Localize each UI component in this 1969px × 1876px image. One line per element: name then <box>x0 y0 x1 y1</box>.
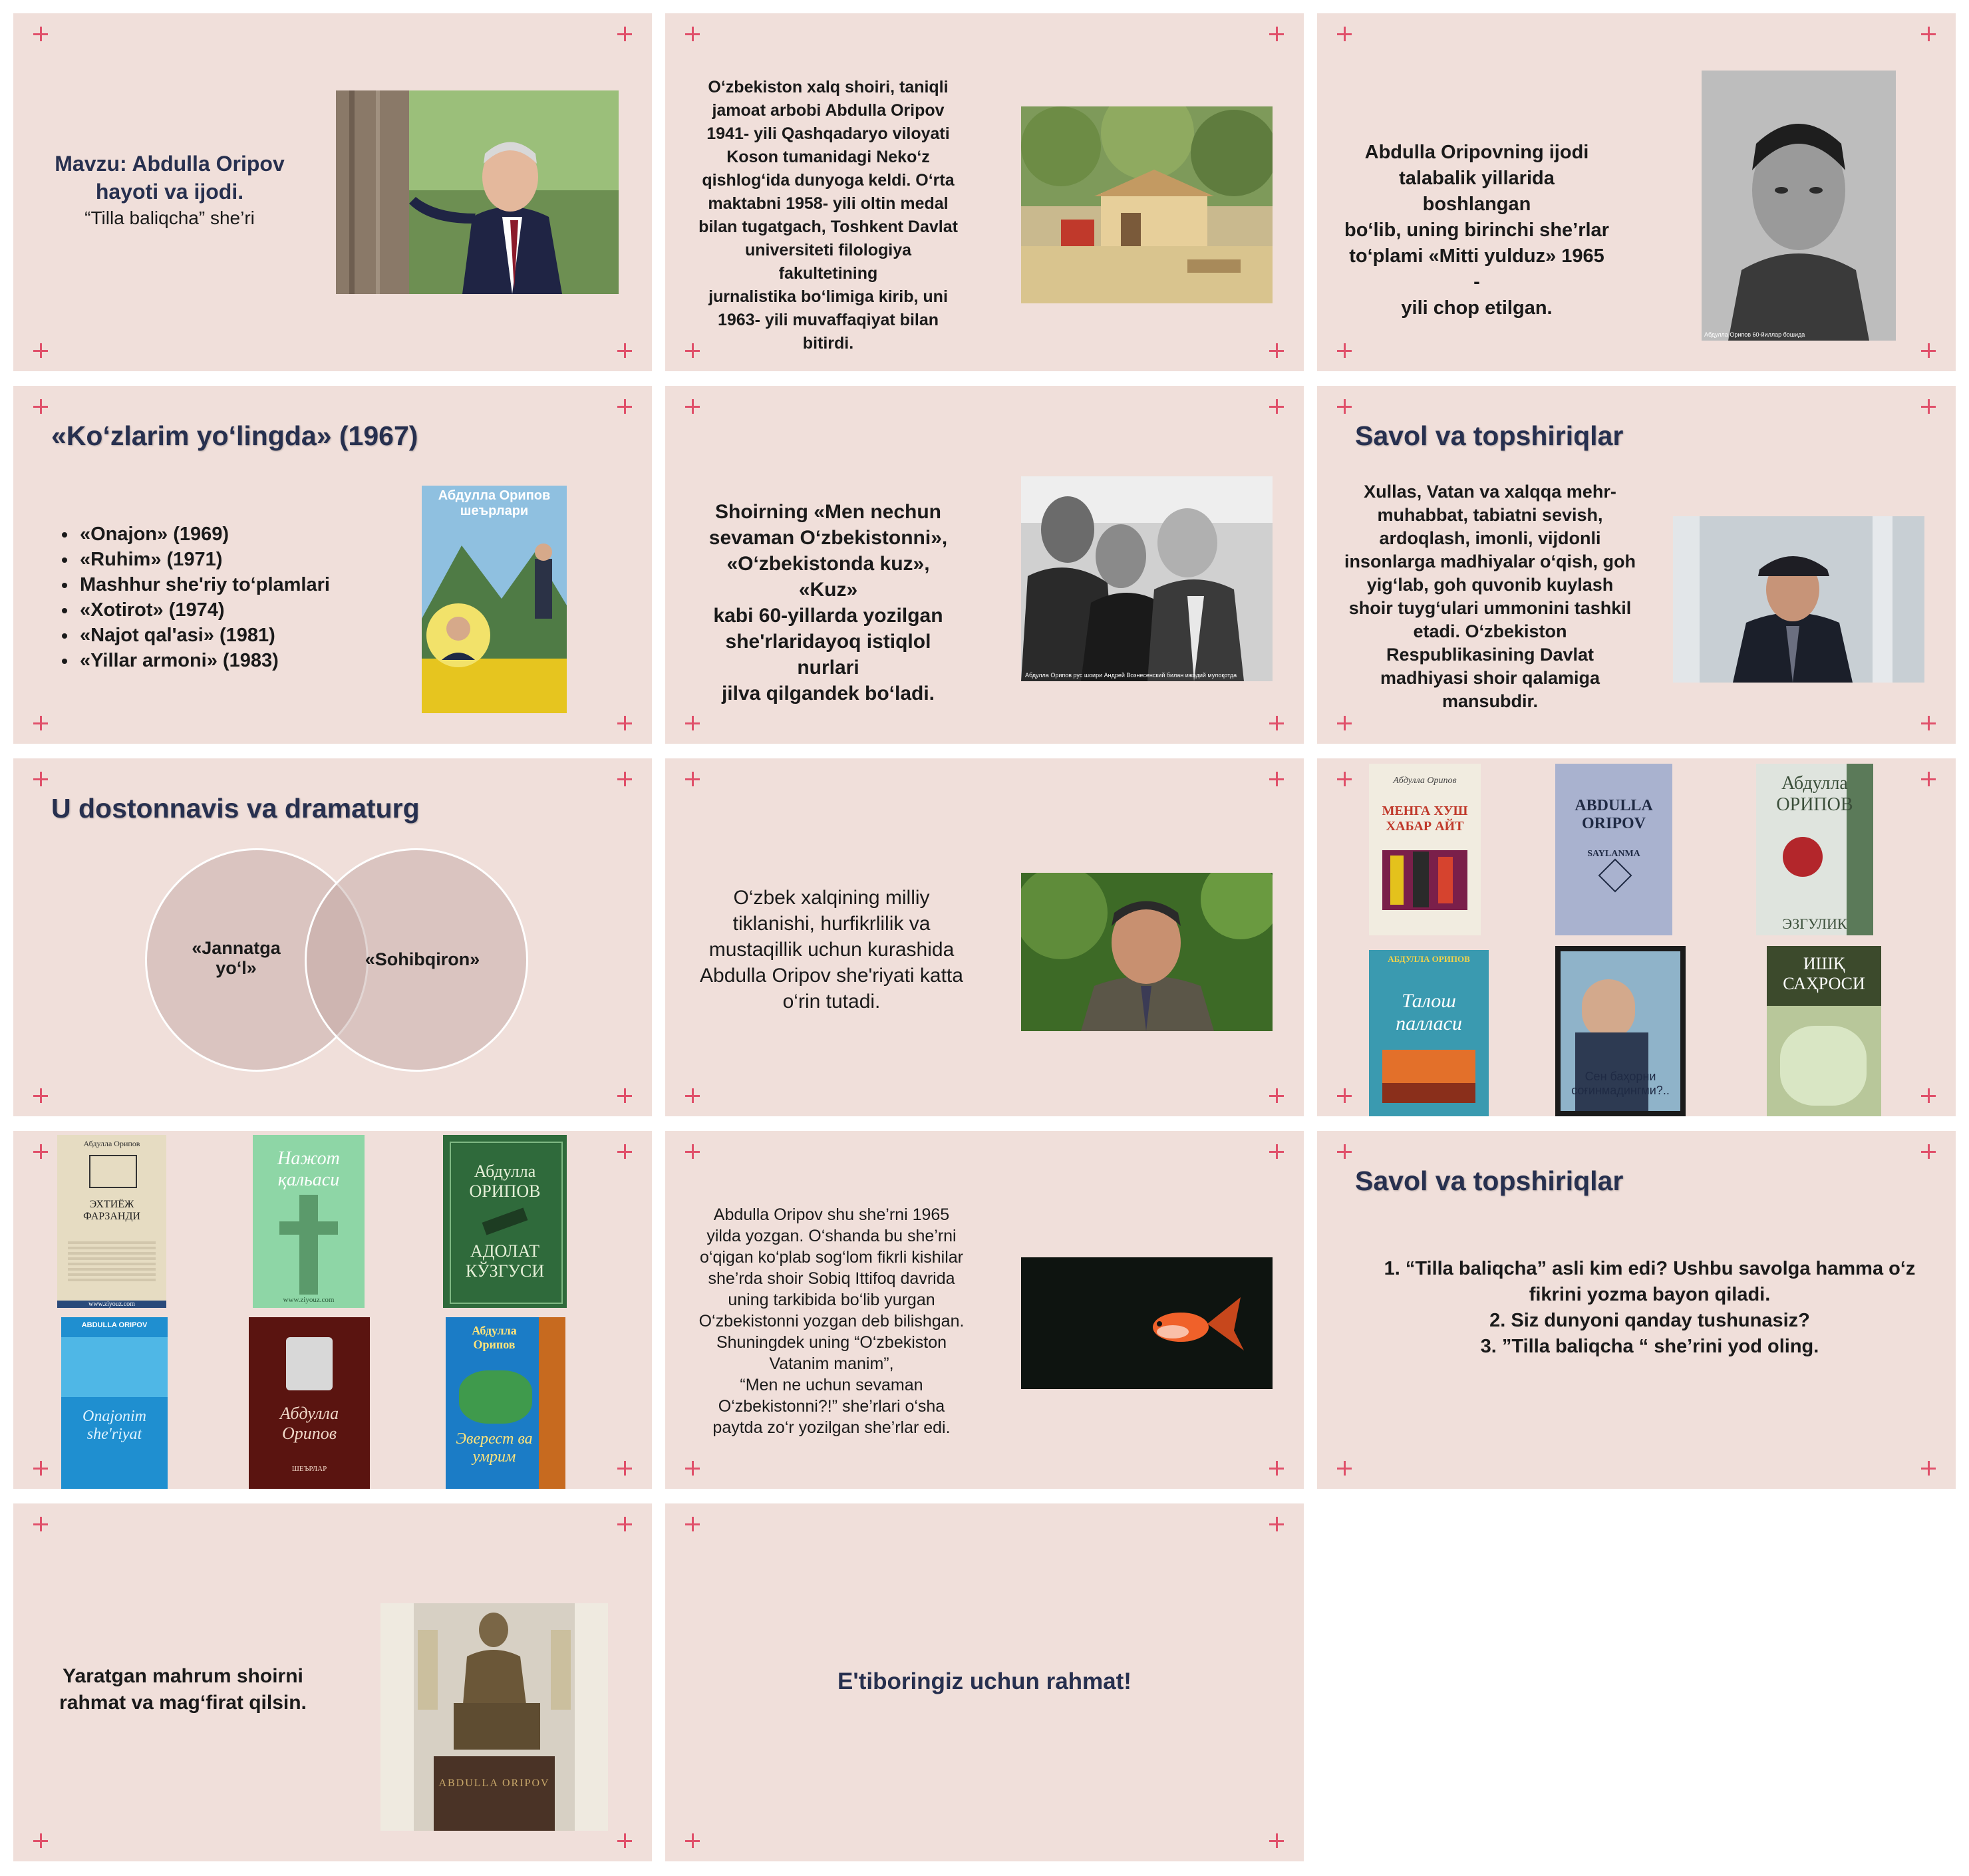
plus-icon <box>685 399 700 414</box>
plus-icon <box>1337 772 1352 786</box>
slide-13[interactable] <box>13 1503 652 1861</box>
works-list <box>53 522 330 673</box>
book-cover: ABDULLA ORIPOV SAYLANMA <box>1555 764 1672 935</box>
book-cover: Сен баҳорни соғинмадингми?.. <box>1555 946 1686 1116</box>
slide-1[interactable] <box>13 13 652 371</box>
slide-heading: «Ko‘zlarim yo‘lingda» (1967) <box>51 420 418 451</box>
plus-icon <box>617 27 632 41</box>
plus-icon <box>1337 1144 1352 1159</box>
plus-icon <box>617 1461 632 1476</box>
plus-icon <box>33 1088 48 1103</box>
poems-text: Shoirning «Men nechun sevaman O‘zbekistonni», «O‘zbekistonda kuz», «Kuz» kabi 60-yillarda yozilgan she'rlaridayoq istiqlol nurlari jilva qilgandek bo‘ladi. <box>708 501 948 704</box>
plus-icon <box>1269 716 1284 730</box>
plus-icon <box>1921 1461 1936 1476</box>
slide-10[interactable] <box>13 1131 652 1489</box>
village-painting <box>1021 106 1273 303</box>
plus-icon <box>1269 1461 1284 1476</box>
plus-icon <box>685 1144 700 1159</box>
plus-icon <box>33 27 48 41</box>
slide-3[interactable] <box>1317 13 1956 371</box>
early-career-text: Abdulla Oripovning ijodi talabalik yillarida boshlangan bo‘lib, uning birinchi she’rlar to‘plami «Mitti yulduz» 1965 - yili chop etilgan. <box>1344 142 1609 319</box>
task-item: 1. “Tilla baliqcha” asli kim edi? Ushbu savolga hamma o‘z <box>1384 1258 1916 1279</box>
plus-icon <box>617 1517 632 1531</box>
book-cover: Абдулла Орипов МЕНГА ХУШ ХАБАР АЙТ <box>1369 764 1481 935</box>
slide-12[interactable] <box>1317 1131 1956 1489</box>
plus-icon <box>1337 399 1352 414</box>
plus-icon <box>33 1461 48 1476</box>
task-item: fikrini yozma bayon qiladi. <box>1529 1284 1771 1305</box>
legacy-text: O‘zbek xalqining milliy tiklanishi, hurfikrlilik va mustaqillik uchun kurashida Abdulla Oripov she'riyati katta o‘rin tutadi. <box>700 887 963 1013</box>
book-cover: Нажот қальаси www.ziyouz.com <box>253 1135 365 1308</box>
task-item: 3. ”Tilla baliqcha “ she’rini yod oling. <box>1480 1336 1819 1357</box>
plus-icon <box>33 772 48 786</box>
plus-icon <box>1921 399 1936 414</box>
poem-title: “Tilla baliqcha” she’ri <box>84 208 255 228</box>
plus-icon <box>1921 772 1936 786</box>
plus-icon <box>33 1833 48 1848</box>
slide-8[interactable] <box>665 758 1304 1116</box>
book-cover: Абдулла Орипов ШЕЪРЛАР <box>249 1317 370 1489</box>
plus-icon <box>617 1144 632 1159</box>
plus-icon <box>685 716 700 730</box>
slide-11[interactable] <box>665 1131 1304 1489</box>
goldfish-photo <box>1021 1257 1273 1389</box>
plus-icon <box>1269 1144 1284 1159</box>
plus-icon <box>1921 1088 1936 1103</box>
list-item: • «Najot qal'asi» (1981) <box>77 623 330 648</box>
monument-plaque: ABDULLA ORIPOV <box>438 1778 550 1789</box>
slide-subtitle: hayoti va ijodi. <box>95 180 244 204</box>
plus-icon <box>617 716 632 730</box>
tasks-list <box>1370 1256 1929 1360</box>
slide-2[interactable] <box>665 13 1304 371</box>
plus-icon <box>617 399 632 414</box>
slide-9[interactable] <box>1317 758 1956 1116</box>
plus-icon <box>1269 399 1284 414</box>
plus-icon <box>685 1461 700 1476</box>
plus-icon <box>33 343 48 358</box>
venn-label-left: «Jannatga yo‘l» <box>192 938 281 978</box>
book-cover: Абдулла Орипов Эверест ва умрим <box>446 1317 565 1489</box>
list-item: • «Ruhim» (1971) <box>77 547 330 572</box>
book-cover: ИШҚ САҲРОСИ <box>1767 946 1881 1116</box>
portrait-photo <box>336 90 619 294</box>
thank-you-text: E'tiboringiz uchun rahmat! <box>837 1668 1132 1694</box>
plus-icon <box>1269 772 1284 786</box>
slide-7[interactable] <box>13 758 652 1116</box>
list-item: • «Yillar armoni» (1983) <box>77 648 330 673</box>
plus-icon <box>617 772 632 786</box>
list-item: • «Xotirot» (1974) <box>77 597 330 623</box>
plus-icon <box>1921 343 1936 358</box>
list-item: • Mashhur she'riy to‘plamlari <box>77 572 330 597</box>
plus-icon <box>33 399 48 414</box>
plus-icon <box>685 772 700 786</box>
plus-icon <box>685 343 700 358</box>
plus-icon <box>1337 1461 1352 1476</box>
book-cover: ABDULLA ORIPOV Onajonim she'riyat <box>61 1317 168 1489</box>
portrait-photo <box>1673 516 1924 683</box>
biography-text: O‘zbekiston xalq shoiri, taniqli jamoat arbobi Abdulla Oripov 1941- yili Qashqadaryo viloyati Koson tumanidagi Neko‘z qishlog‘ida dunyoga keldi. O‘rta maktabni 1958- yili oltin medal bilan tugatgach, Toshkent Davlat universiteti filologiya fakultetining jurnalistika bo‘limiga kirib, uni 1963- yili muvaffaqiyat bilan bitirdi. <box>698 78 958 353</box>
plus-icon <box>1269 1833 1284 1848</box>
venn-label-right: «Sohibqiron» <box>365 949 480 969</box>
plus-icon <box>1269 1517 1284 1531</box>
list-item: • «Onajon» (1969) <box>77 522 330 547</box>
plus-icon <box>1337 716 1352 730</box>
plus-icon <box>1921 1144 1936 1159</box>
plus-icon <box>1921 716 1936 730</box>
plus-icon <box>33 1144 48 1159</box>
plus-icon <box>685 1833 700 1848</box>
slide-title: Mavzu: Abdulla Oripov <box>55 152 285 176</box>
book-cover <box>422 486 567 713</box>
plus-icon <box>1269 343 1284 358</box>
plus-icon <box>685 1517 700 1531</box>
plus-icon <box>33 716 48 730</box>
plus-icon <box>1337 27 1352 41</box>
photo-caption: Абдулла Орипов 60-йиллар бошида <box>1704 331 1805 338</box>
slide-14[interactable] <box>665 1503 1304 1861</box>
slide-heading: Savol va topshiriqlar <box>1355 420 1624 451</box>
book-cover: Абдулла ОРИПОВ АДОЛАТ КЎЗГУСИ <box>443 1135 567 1308</box>
plus-icon <box>685 27 700 41</box>
book-title: Абдулла Орипов шеърлари <box>438 488 551 518</box>
plus-icon <box>617 343 632 358</box>
photo-caption: Абдулла Орипов рус шоири Андрей Вознесенский билан ижодий мулоқотда <box>1025 672 1237 679</box>
plus-icon <box>617 1088 632 1103</box>
plus-icon <box>617 1833 632 1848</box>
task-item: 2. Siz dunyoni qanday tushunasiz? <box>1489 1310 1810 1331</box>
slide-heading: Savol va topshiriqlar <box>1355 1166 1624 1196</box>
plus-icon <box>1337 343 1352 358</box>
plus-icon <box>1337 1088 1352 1103</box>
portrait-photo <box>1021 873 1273 1031</box>
plus-icon <box>33 1517 48 1531</box>
book-cover: Абдулла Орипов ЭХТИЁЖ ФАРЗАНДИ www.ziyouz.com <box>57 1135 166 1308</box>
book-cover: АБДУЛЛА ОРИПОВ Талош палласи <box>1369 950 1489 1116</box>
farewell-text: Yaratgan mahrum shoirni rahmat va mag‘firat qilsin. <box>59 1665 307 1714</box>
monument-photo <box>380 1603 608 1831</box>
plus-icon <box>1269 27 1284 41</box>
plus-icon <box>1921 27 1936 41</box>
slide-4[interactable] <box>13 386 652 744</box>
historic-photo <box>1021 476 1273 681</box>
plus-icon <box>685 1088 700 1103</box>
slide-6[interactable] <box>1317 386 1956 744</box>
book-cover: Абдулла ОРИПОВ ЭЗГУЛИК <box>1756 764 1873 935</box>
slide-5[interactable] <box>665 386 1304 744</box>
poem-history-text: Abdulla Oripov shu she’rni 1965 yilda yozgan. O‘shanda bu she’rni o‘qigan ko‘plab sog‘lom fikrli kishilar she’rda shoir Sobiq Ittifoq davrida uning tarkibida bo‘lib yurgan O‘zbekistonni yozgan deb bilishgan. Shuningdek uning “O‘zbekiston Vatanim manim”, “Men ne uchun sevaman O‘zbekistonni?!” she’rlari o‘sha paytda zo‘r yozilgan she’rlar edi. <box>698 1205 965 1437</box>
slide-heading: U dostonnavis va dramaturg <box>51 793 420 824</box>
young-portrait-photo <box>1702 71 1896 341</box>
plus-icon <box>1269 1088 1284 1103</box>
summary-text: Xullas, Vatan va xalqqa mehr- muhabbat, tabiatni sevish, ardoqlash, imonli, vijdonli insonlarga madhiyalar o‘qish, goh yig‘lab, goh quvonib kuylash shoir tuyg‘ulari ummonini tashkil etadi. O‘zbekiston Respublikasining Davlat madhiyasi shoir qalamiga mansubdir. <box>1344 482 1636 711</box>
